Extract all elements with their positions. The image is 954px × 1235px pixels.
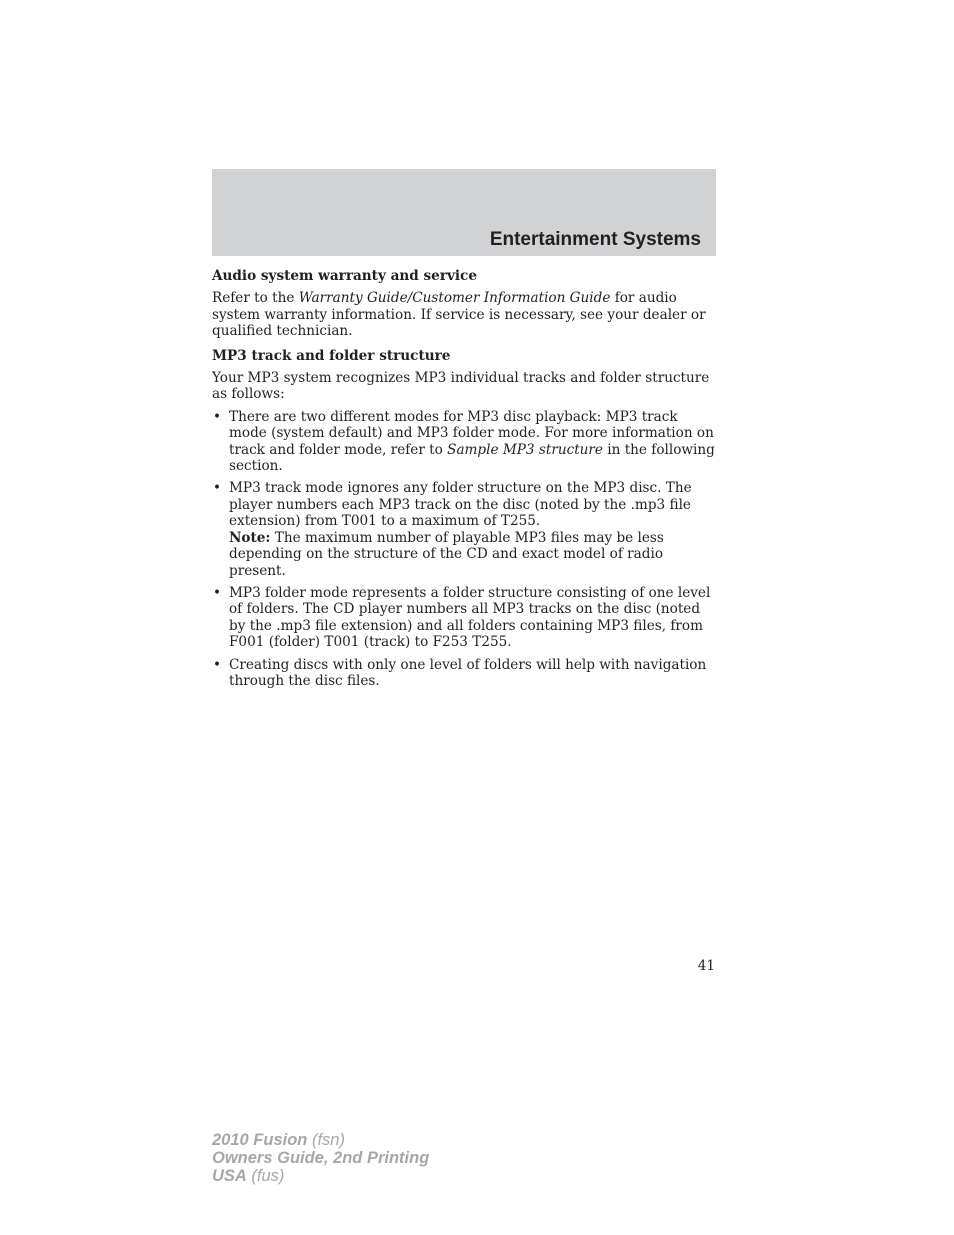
- mp3-bullet-list: [212, 409, 718, 690]
- warranty-paragraph: [212, 290, 718, 339]
- list-item: [212, 409, 718, 475]
- bullet2-text: MP3 track mode ignores any folder structure on the MP3 disc. The player numbers each MP3 track on the disc (noted by the .mp3 file extension) from T001 to a maximum of T255.: [229, 480, 692, 530]
- mp3-heading: MP3 track and folder structure: [212, 347, 451, 364]
- mp3-intro: Your MP3 system recognizes MP3 individual tracks and folder structure as follows:: [212, 370, 710, 403]
- bullet-icon: •: [213, 408, 222, 425]
- footer-line-market: [212, 1167, 429, 1185]
- sample-structure-reference: Sample MP3 structure: [447, 441, 603, 458]
- bullet4-text: Creating discs with only one level of folders will help with navigation through the disc files.: [229, 656, 707, 689]
- section-header-band: [212, 169, 716, 256]
- footer-model-code: (fsn): [307, 1131, 345, 1149]
- page-content: [212, 266, 718, 695]
- bullet-icon: •: [213, 656, 222, 673]
- list-item: [212, 480, 718, 578]
- bullet-icon: •: [213, 480, 222, 497]
- footer-model: 2010 Fusion: [212, 1131, 308, 1149]
- footer-line-model: [212, 1131, 429, 1149]
- bullet3-text: MP3 folder mode represents a folder structure consisting of one level of folders. The CD player numbers all MP3 tracks on the disc (noted by the .mp3 file extension) and all folders containing MP3 files, from F001 (folder) T001 (track) to F253 T255.: [229, 584, 711, 651]
- warranty-guide-reference: Warranty Guide/Customer Information Guide: [298, 290, 611, 307]
- footer-market: USA: [212, 1167, 247, 1185]
- footer-market-code: (fus): [246, 1167, 285, 1185]
- section-title: Entertainment Systems: [489, 229, 701, 250]
- bullet-icon: •: [213, 584, 222, 601]
- bullet1-text-after: in the following section.: [229, 441, 715, 475]
- note-text: The maximum number of playable MP3 files may be less depending on the structure of the CD and exact model of radio present.: [229, 529, 664, 579]
- footer-line-printing: Owners Guide, 2nd Printing: [212, 1149, 430, 1167]
- note-label: Note:: [229, 529, 271, 546]
- list-item: [212, 585, 718, 651]
- list-item: [212, 657, 718, 690]
- footer-edition-info: [212, 1131, 429, 1185]
- warranty-heading: Audio system warranty and service: [212, 268, 477, 284]
- warranty-text-after: for audio system warranty information. If service is necessary, see your dealer or qualified technician.: [212, 290, 706, 340]
- bullet1-text-before: There are two different modes for MP3 disc playback: MP3 track mode (system default) and MP3 folder mode. For more information on track and folder mode, refer to: [229, 408, 714, 458]
- warranty-text-before: Refer to the: [212, 290, 299, 307]
- page-number: 41: [697, 958, 715, 974]
